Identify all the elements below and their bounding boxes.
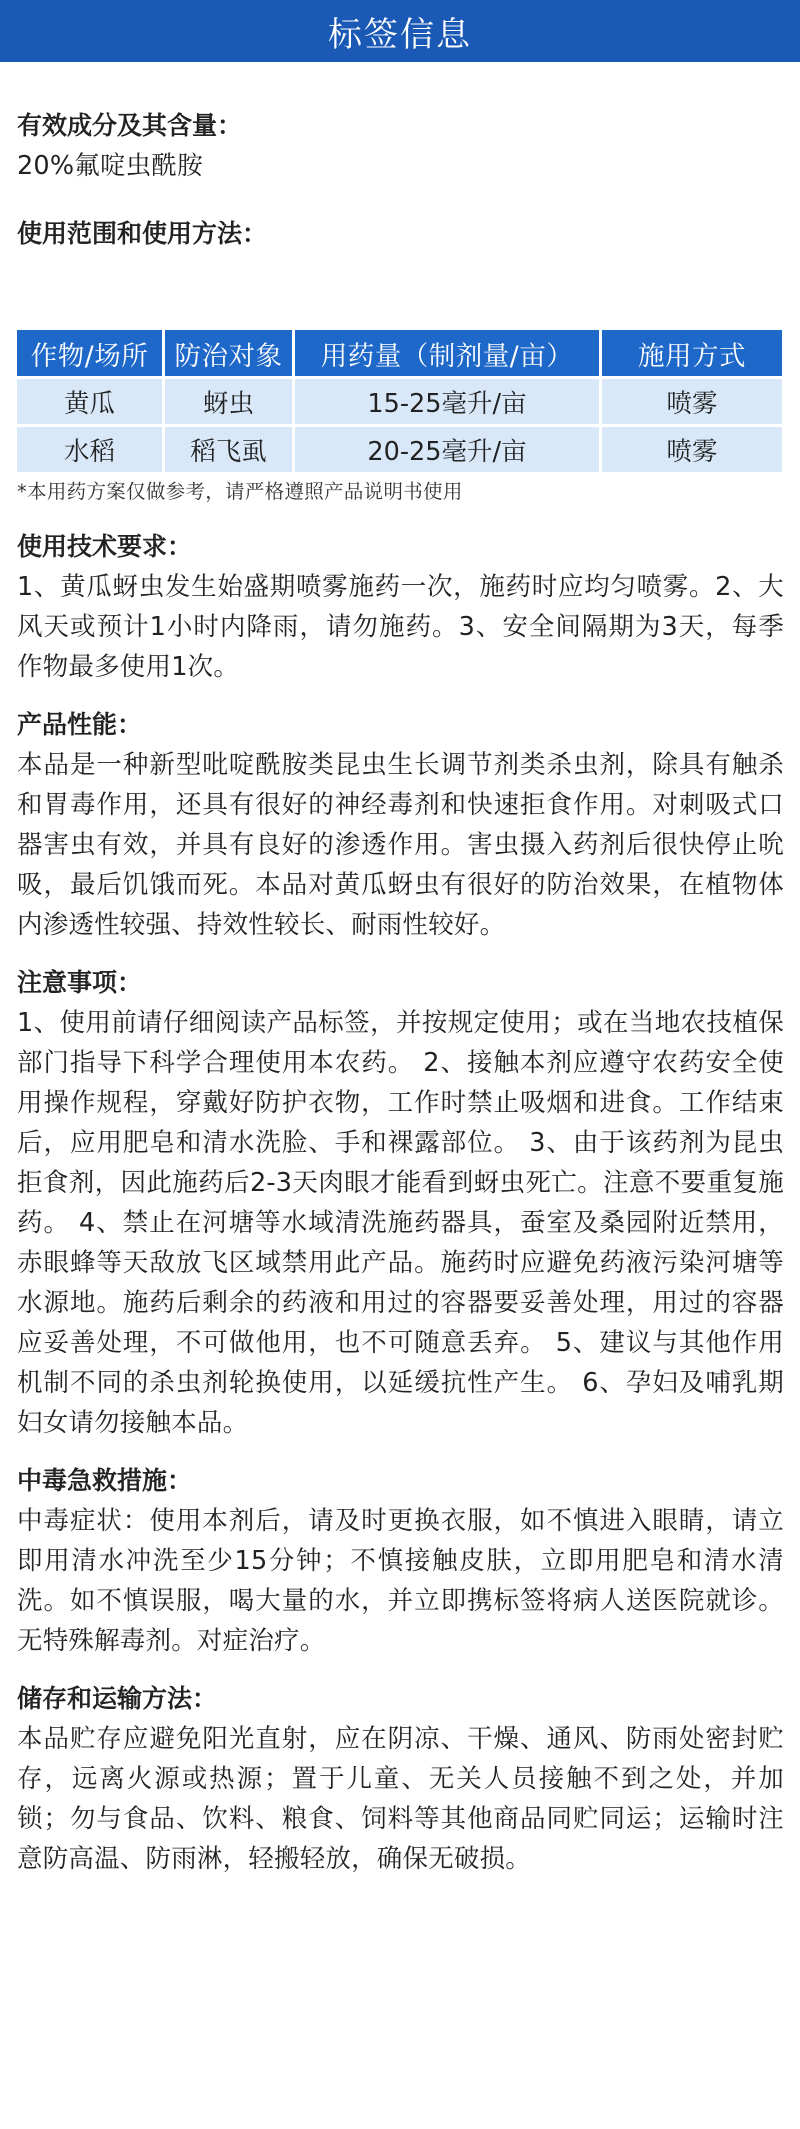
col-header-crop: 作物/场所 bbox=[17, 330, 165, 379]
col-header-method: 施用方式 bbox=[602, 330, 782, 379]
table-cell-dosage: 20-25毫升/亩 bbox=[295, 427, 602, 475]
table-row bbox=[17, 379, 782, 427]
technical-section bbox=[17, 527, 784, 687]
dosage-table-header-row bbox=[17, 330, 782, 379]
label-content bbox=[0, 62, 800, 1879]
precautions-text: 1、使用前请仔细阅读产品标签，并按规定使用；或在当地农技植保部门指导下科学合理使用本农药。 2、接触本剂应遵守农药安全使用操作规程，穿戴好防护衣物，工作时禁止吸烟和进食。工作结束后，应用肥皂和清水洗脸、手和裸露部位。 3、由于该药剂为昆虫拒食剂，因此施药后2-3天肉眼才能看到蚜虫死亡。注意不要重复施药。 4、禁止在河塘等水域清洗施药器具，蚕室及桑园附近禁用，赤眼蜂等天敌放飞区域禁用此产品。施药时应避免药液污染河塘等水源地。施药后剩余的药液和用过的容器要妥善处理，用过的容器应妥善处理，不可做他用，也不可随意丢弃。 5、建议与其他作用机制不同的杀虫剂轮换使用，以延缓抗性产生。 6、孕妇及哺乳期妇女请勿接触本品。 bbox=[17, 1008, 784, 1438]
table-cell-method: 喷雾 bbox=[602, 379, 782, 427]
table-cell-method: 喷雾 bbox=[602, 427, 782, 475]
page-header bbox=[0, 0, 800, 62]
col-header-dosage: 用药量（制剂量/亩） bbox=[295, 330, 602, 379]
precautions-title: 注意事项： bbox=[17, 968, 143, 997]
table-cell-target: 稻飞虱 bbox=[165, 427, 295, 475]
table-cell-crop: 黄瓜 bbox=[17, 379, 165, 427]
storage-section bbox=[17, 1679, 784, 1879]
table-cell-target: 蚜虫 bbox=[165, 379, 295, 427]
technical-title: 使用技术要求： bbox=[17, 532, 193, 561]
ingredients-section bbox=[17, 62, 784, 186]
usage-scope-title: 使用范围和使用方法： bbox=[17, 219, 268, 248]
first-aid-title: 中毒急救措施： bbox=[17, 1466, 193, 1495]
first-aid-section bbox=[17, 1461, 784, 1661]
ingredients-text: 20%氟啶虫酰胺 bbox=[17, 151, 203, 181]
performance-text: 本品是一种新型吡啶酰胺类昆虫生长调节剂类杀虫剂，除具有触杀和胃毒作用，还具有很好的神经毒剂和快速拒食作用。对刺吸式口器害虫有效，并具有良好的渗透作用。害虫摄入药剂后很快停止吮吸，最后饥饿而死。本品对黄瓜蚜虫有很好的防治效果，在植物体内渗透性较强、持效性较长、耐雨性较好。 bbox=[17, 750, 784, 940]
storage-text: 本品贮存应避免阳光直射，应在阴凉、干燥、通风、防雨处密封贮存，远离火源或热源；置于儿童、无关人员接触不到之处，并加锁；勿与食品、饮料、粮食、饲料等其他商品同贮同运；运输时注意防高温、防雨淋，轻搬轻放，确保无破损。 bbox=[17, 1724, 784, 1874]
table-cell-crop: 水稻 bbox=[17, 427, 165, 475]
dosage-table bbox=[17, 330, 782, 475]
precautions-section bbox=[17, 963, 784, 1443]
table-row bbox=[17, 427, 782, 475]
usage-scope-section bbox=[17, 214, 784, 254]
storage-title: 储存和运输方法： bbox=[17, 1684, 218, 1713]
performance-title: 产品性能： bbox=[17, 710, 143, 739]
performance-section bbox=[17, 705, 784, 945]
technical-text: 1、黄瓜蚜虫发生始盛期喷雾施药一次，施药时应均匀喷雾。2、大风天或预计1小时内降雨，请勿施药。3、安全间隔期为3天，每季作物最多使用1次。 bbox=[17, 572, 784, 682]
page-title: 标签信息 bbox=[328, 14, 472, 55]
dosage-note: *本用药方案仅做参考，请严格遵照产品说明书使用 bbox=[17, 480, 463, 503]
first-aid-text: 中毒症状：使用本剂后，请及时更换衣服，如不慎进入眼睛，请立即用清水冲洗至少15分钟；不慎接触皮肤，立即用肥皂和清水清洗。如不慎误服，喝大量的水，并立即携标签将病人送医院就诊。无特殊解毒剂。对症治疗。 bbox=[17, 1506, 784, 1656]
col-header-target: 防治对象 bbox=[165, 330, 295, 379]
dosage-table-wrap bbox=[17, 330, 782, 507]
table-cell-dosage: 15-25毫升/亩 bbox=[295, 379, 602, 427]
ingredients-title: 有效成分及其含量： bbox=[17, 111, 243, 140]
